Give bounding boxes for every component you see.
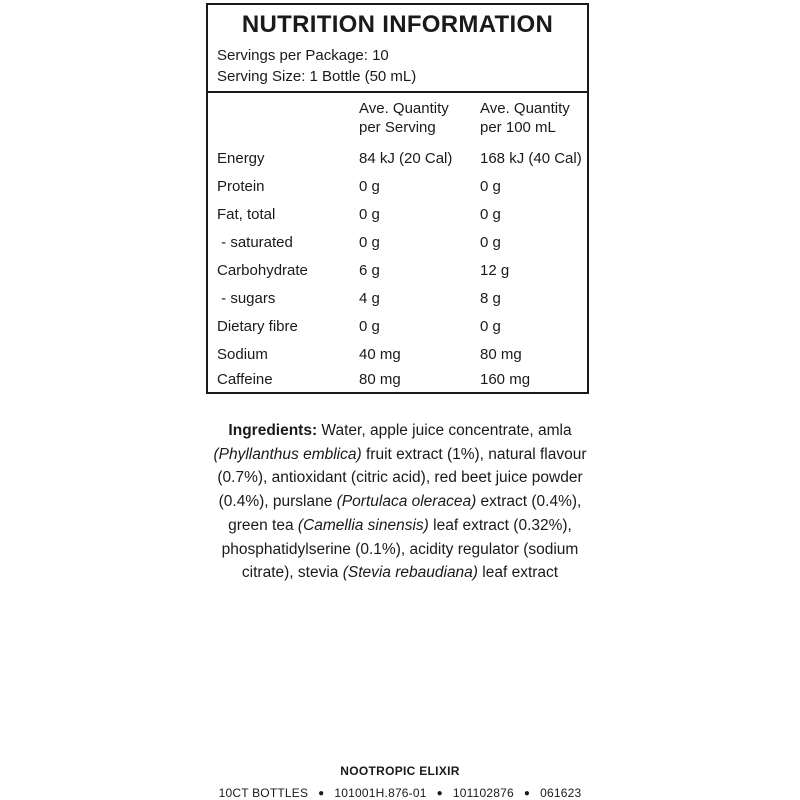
nutrition-panel [206,3,589,394]
nutrient-per-100ml: 12 g [480,262,510,279]
footer-codes [0,786,800,800]
ingredients-text: leaf extract (0.32%), phosphatidylserine (0.1%), acidity regulator (sodium citrate), stevia [221,516,579,582]
nutrient-per-100ml: 160 mg [480,371,531,388]
nutrient-name: Protein [217,178,265,195]
nutrient-per-serving: 80 mg [359,371,401,388]
nutrient-per-serving: 0 g [359,206,380,223]
column-header-line: Ave. Quantity [480,100,570,117]
nutrient-per-serving: 6 g [359,262,380,279]
nutrient-row-fat-total [208,205,587,225]
ingredients-botanical-name: (Portulaca oleracea) [336,493,477,511]
nutrient-row-caffeine [208,370,587,390]
nutrient-name: Fat, total [217,206,276,223]
ingredients-statement [200,419,600,585]
footer-code: 061623 [540,786,582,800]
footer-code: 101102876 [452,786,514,800]
column-header-line: per 100 mL [480,119,556,136]
servings-per-package: Servings per Package: 10 [217,47,389,64]
ingredients-label: Ingredients: [228,422,318,439]
ingredients-text: extract (0.4%), green tea [228,493,582,534]
nutrient-name: - saturated [217,234,293,251]
column-header-line: per Serving [359,119,436,136]
footer-code: 101001H.876-01 [334,786,427,800]
nutrient-row-energy [208,149,587,169]
nutrient-row-carbohydrate [208,261,587,281]
panel-divider [208,91,587,93]
nutrient-per-serving: 40 mg [359,346,401,363]
nutrient-per-100ml: 8 g [480,290,501,307]
column-header-line: Ave. Quantity [359,100,449,117]
nutrient-per-serving: 0 g [359,234,380,251]
nutrient-row-sugars [208,289,587,309]
bullet-separator: ● [318,788,325,799]
nutrient-per-100ml: 0 g [480,206,501,223]
nutrient-per-100ml: 0 g [480,318,501,335]
bullet-separator: ● [436,788,443,799]
nutrient-name: Carbohydrate [217,262,308,279]
nutrient-row-dietary-fibre [208,317,587,337]
nutrient-row-sodium [208,345,587,365]
nutrient-row-saturated [208,233,587,253]
ingredients-text: leaf extract [477,564,559,582]
nutrient-name: Energy [217,150,265,167]
ingredients-botanical-name: (Stevia rebaudiana) [342,564,478,582]
serving-size: Serving Size: 1 Bottle (50 mL) [217,68,417,85]
ingredients-text: fruit extract (1%), natural flavour (0.7%), antioxidant (citric acid), red beet juice powder (0.4%), purslane [217,445,587,511]
nutrient-per-serving: 0 g [359,178,380,195]
nutrient-per-serving: 84 kJ (20 Cal) [359,150,453,167]
nutrient-per-100ml: 80 mg [480,346,522,363]
ingredients-botanical-name: (Camellia sinensis) [297,516,429,534]
nutrient-name: - sugars [217,290,276,307]
column-header-per-serving [359,99,449,137]
nutrient-name: Caffeine [217,371,273,388]
nutrient-per-serving: 0 g [359,318,380,335]
bullet-separator: ● [523,788,531,799]
nutrient-name: Sodium [217,346,268,363]
nutrient-per-serving: 4 g [359,290,380,307]
footer-code: 10CT BOTTLES [218,786,309,800]
panel-title: NUTRITION INFORMATION [241,11,554,38]
nutrient-per-100ml: 168 kJ (40 Cal) [480,150,582,167]
nutrient-name: Dietary fibre [217,318,298,335]
product-name: NOOTROPIC ELIXIR [340,764,460,778]
nutrient-per-100ml: 0 g [480,234,501,251]
column-header-per-100ml [480,99,570,137]
nutrient-per-100ml: 0 g [480,178,501,195]
ingredients-text: Water, apple juice concentrate, amla [317,422,572,439]
ingredients-botanical-name: (Phyllanthus emblica) [213,445,362,463]
nutrient-row-protein [208,177,587,197]
